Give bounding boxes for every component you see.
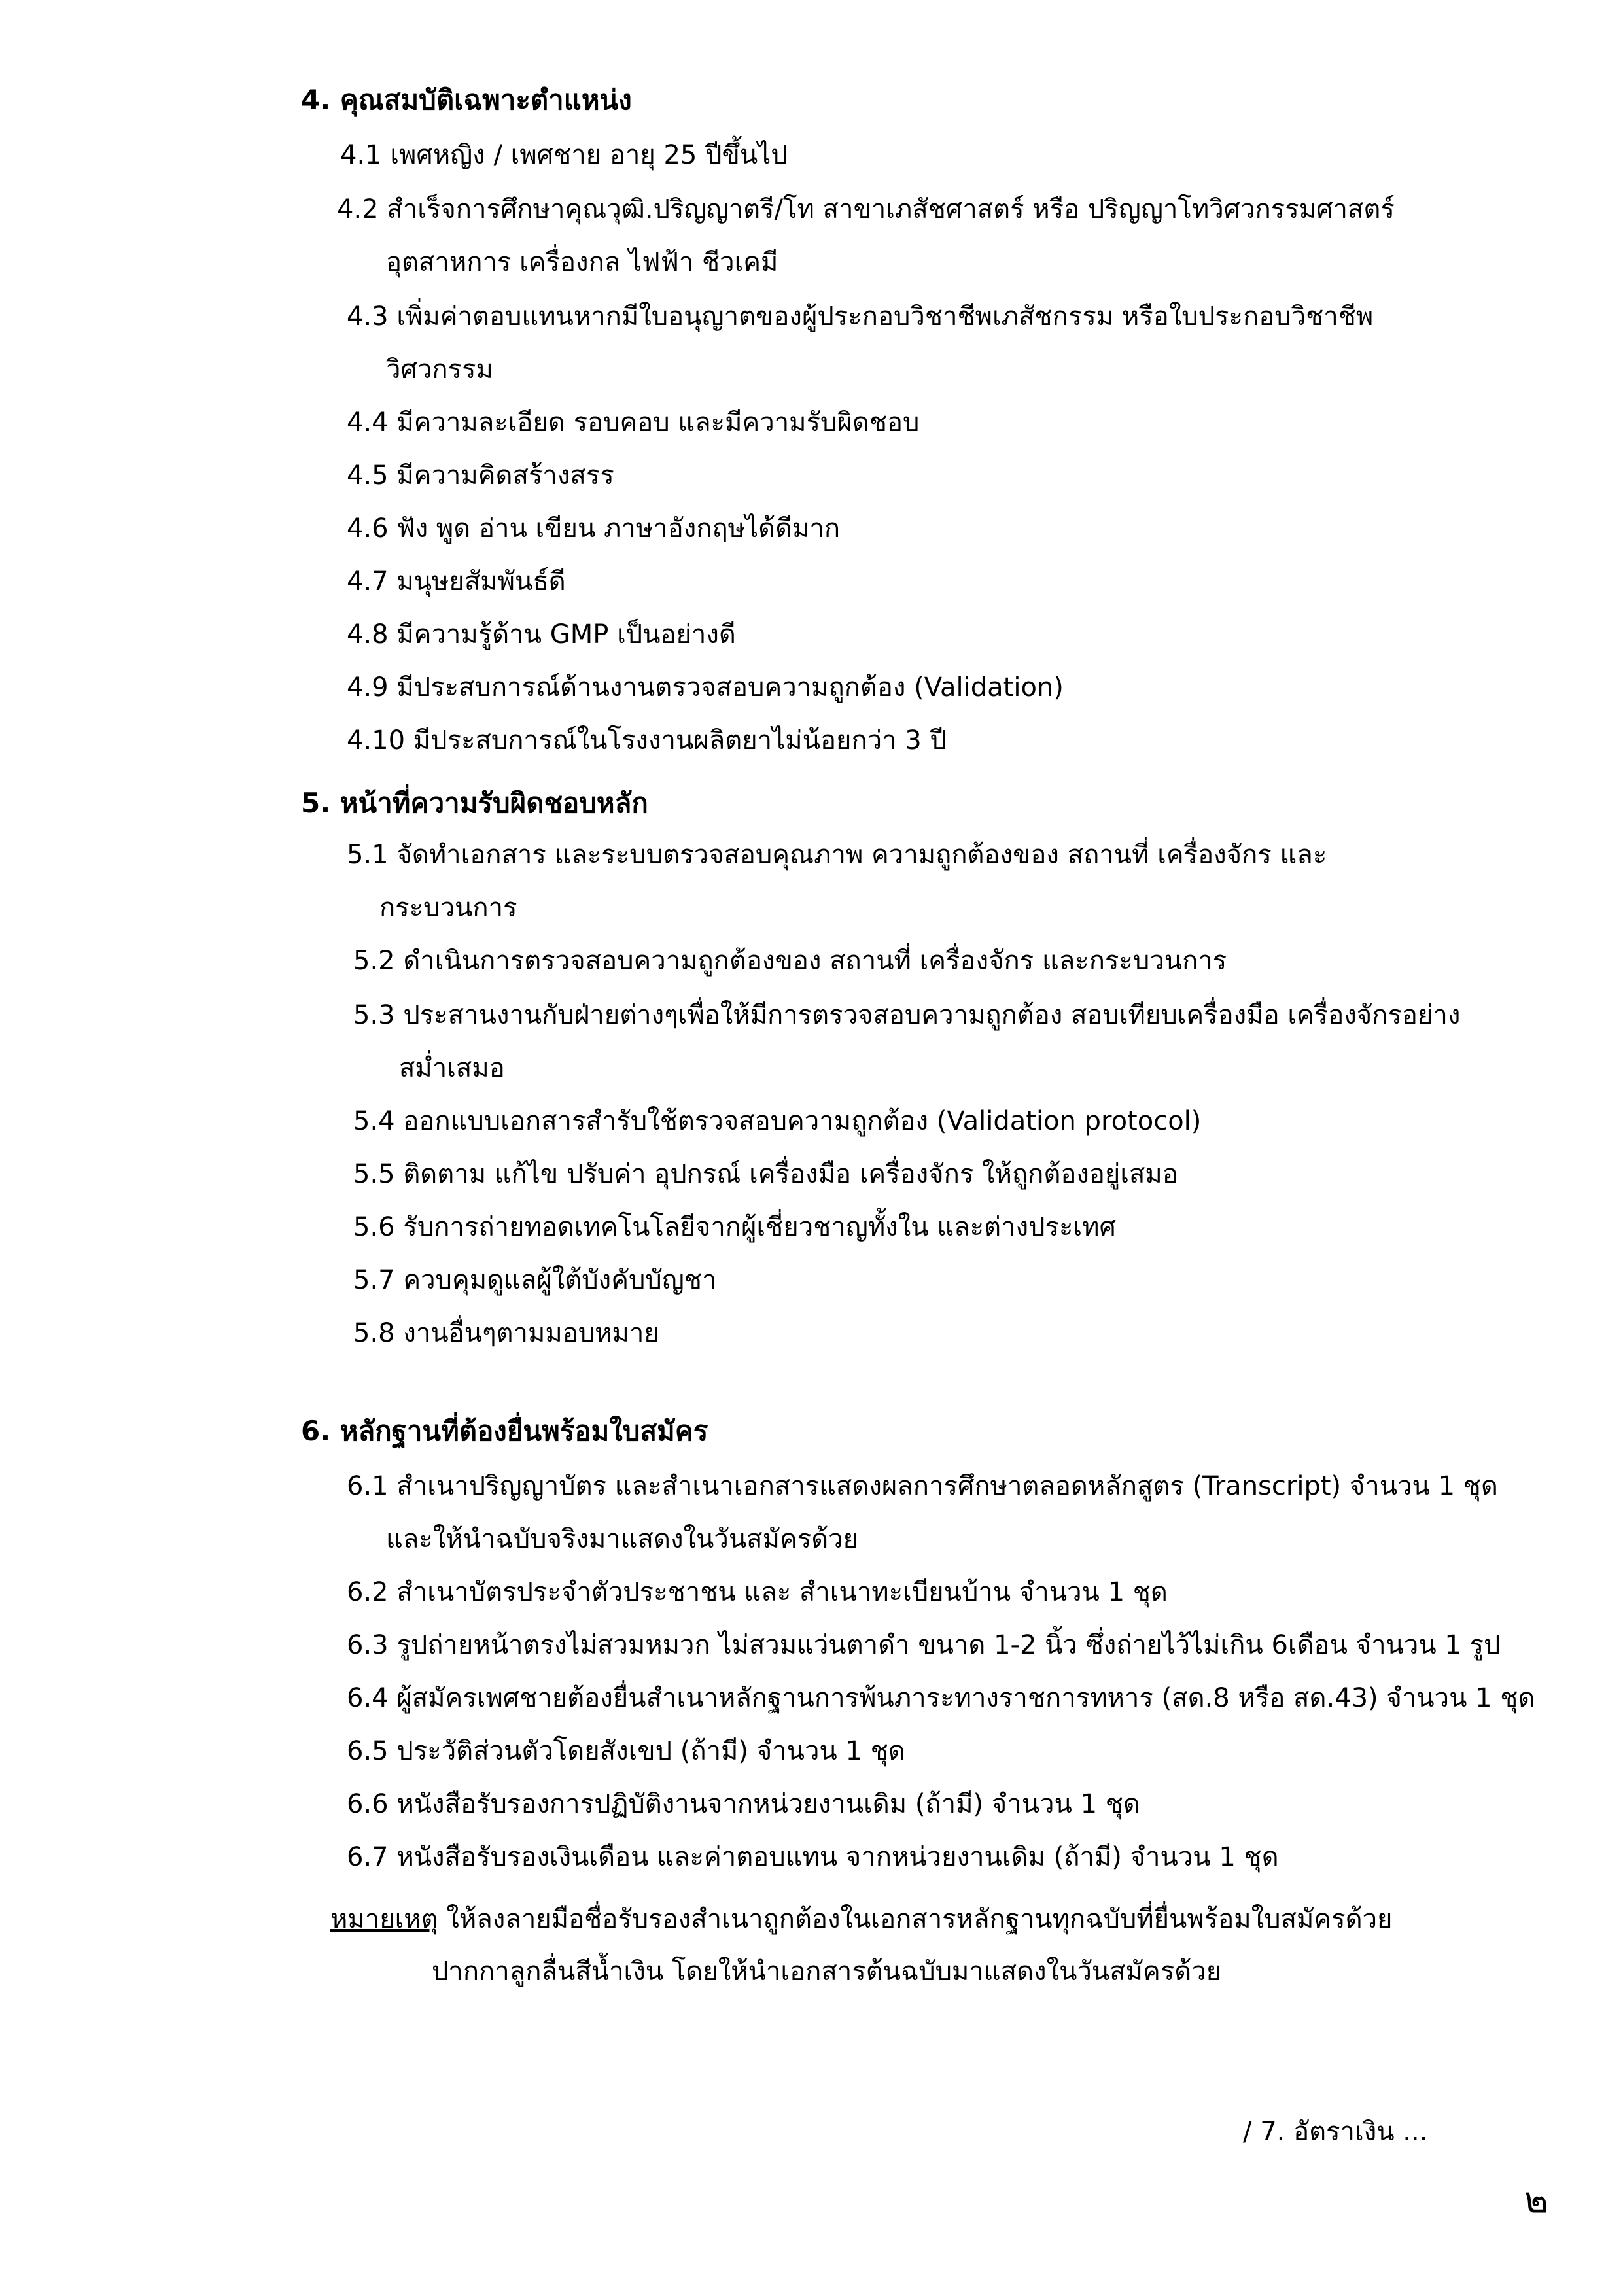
page-number: ๒ [1524, 2179, 1548, 2221]
list-item: 5.4 ออกแบบเอกสารสำรับใช้ตรวจสอบความถูกต้อง (Validation protocol) [353, 1106, 1202, 1136]
note-line [330, 1890, 1392, 1948]
list-item: 4.2 สำเร็จการศึกษาคุณวุฒิ.ปริญญาตรี/โท สาขาเภสัชศาสตร์ หรือ ปริญญาโทวิศวกรรมศาสตร์ [337, 194, 1395, 224]
list-item: 5.1 จัดทำเอกสาร และระบบตรวจสอบคุณภาพ ความถูกต้องของ สถานที่ เครื่องจักร และ [347, 840, 1327, 870]
list-item: 5.5 ติดตาม แก้ไข ปรับค่า อุปกรณ์ เครื่องมือ เครื่องจักร ให้ถูกต้องอยู่เสมอ [353, 1159, 1178, 1189]
list-item: 4.10 มีประสบการณ์ในโรงงานผลิตยาไม่น้อยกว่า 3 ปี [347, 725, 947, 756]
list-item: 6.7 หนังสือรับรองเงินเดือน และค่าตอบแทน จากหน่วยงานเดิม (ถ้ามี) จำนวน 1 ชุด [347, 1842, 1279, 1872]
list-item: 4.1 เพศหญิง / เพศชาย อายุ 25 ปีขึ้นไป [340, 140, 788, 170]
list-item: 5.6 รับการถ่ายทอดเทคโนโลยีจากผู้เชี่ยวชาญทั้งใน และต่างประเทศ [353, 1212, 1116, 1242]
note-label: หมายเหตุ [330, 1904, 438, 1934]
list-item: 4.3 เพิ่มค่าตอบแทนหากมีใบอนุญาตของผู้ประกอบวิชาชีพเภสัชกรรม หรือใบประกอบวิชาชีพ [347, 302, 1374, 332]
list-item: 5.3 ประสานงานกับฝ่ายต่างๆเพื่อให้มีการตรวจสอบความถูกต้อง สอบเทียบเครื่องมือ เครื่องจักรอย่าง [353, 1000, 1461, 1030]
list-item: วิศวกรรม [386, 355, 493, 385]
section-5-heading: 5. หน้าที่ความรับผิดชอบหลัก [301, 787, 648, 819]
list-item: 4.7 มนุษยสัมพันธ์ดี [347, 566, 566, 597]
list-item: และให้นำฉบับจริงมาแสดงในวันสมัครด้วย [386, 1524, 859, 1554]
list-item: อุตสาหการ เครื่องกล ไฟฟ้า ชีวเคมี [386, 247, 778, 277]
list-item: สม่ำเสมอ [399, 1053, 505, 1083]
section-6-heading: 6. หลักฐานที่ต้องยื่นพร้อมใบสมัคร [301, 1415, 708, 1447]
list-item: 5.2 ดำเนินการตรวจสอบความถูกต้องของ สถานที่ เครื่องจักร และกระบวนการ [353, 946, 1227, 976]
section-4-heading: 4. คุณสมบัติเฉพาะตำแหน่ง [301, 84, 632, 116]
list-item: 5.7 ควบคุมดูแลผู้ใต้บังคับบัญชา [353, 1265, 717, 1295]
list-item: 4.6 ฟัง พูด อ่าน เขียน ภาษาอังกฤษได้ดีมาก [347, 513, 841, 544]
list-item: 6.2 สำเนาบัตรประจำตัวประชาชน และ สำเนาทะเบียนบ้าน จำนวน 1 ชุด [347, 1577, 1168, 1607]
list-item: 6.1 สำเนาปริญญาบัตร และสำเนาเอกสารแสดงผลการศึกษาตลอดหลักสูตร (Transcript) จำนวน 1 ชุด [347, 1471, 1498, 1501]
list-item: 4.9 มีประสบการณ์ด้านงานตรวจสอบความถูกต้อง (Validation) [347, 672, 1064, 703]
note-text: ให้ลงลายมือชื่อรับรองสำเนาถูกต้องในเอกสารหลักฐานทุกฉบับที่ยื่นพร้อมใบสมัครด้วย [438, 1904, 1393, 1934]
list-item: 6.4 ผู้สมัครเพศชายต้องยื่นสำเนาหลักฐานการพ้นภาระทางราชการทหาร (สด.8 หรือ สด.43) จำนวน 1 ชุด [347, 1683, 1535, 1713]
list-item: 6.3 รูปถ่ายหน้าตรงไม่สวมหมวก ไม่สวมแว่นตาดำ ขนาด 1-2 นิ้ว ซึ่งถ่ายไว้ไม่เกิน 6เดือน จำนวน 1 รูป [347, 1630, 1501, 1660]
list-item: กระบวนการ [379, 893, 517, 923]
list-item: 6.5 ประวัติส่วนตัวโดยสังเขป (ถ้ามี) จำนวน 1 ชุด [347, 1736, 905, 1766]
list-item: 6.6 หนังสือรับรองการปฏิบัติงานจากหน่วยงานเดิม (ถ้ามี) จำนวน 1 ชุด [347, 1789, 1140, 1819]
list-item: 5.8 งานอื่นๆตามมอบหมาย [353, 1318, 659, 1348]
list-item: 4.4 มีความละเอียด รอบคอบ และมีความรับผิดชอบ [347, 408, 920, 438]
list-item: 4.5 มีความคิดสร้างสรร [347, 461, 614, 491]
note-line-2: ปากกาลูกลื่นสีน้ำเงิน โดยให้นำเอกสารต้นฉบับมาแสดงในวันสมัครด้วย [432, 1957, 1222, 1987]
list-item: 4.8 มีความรู้ด้าน GMP เป็นอย่างดี [347, 619, 736, 650]
continuation: / 7. อัตราเงิน ... [1243, 2117, 1428, 2147]
